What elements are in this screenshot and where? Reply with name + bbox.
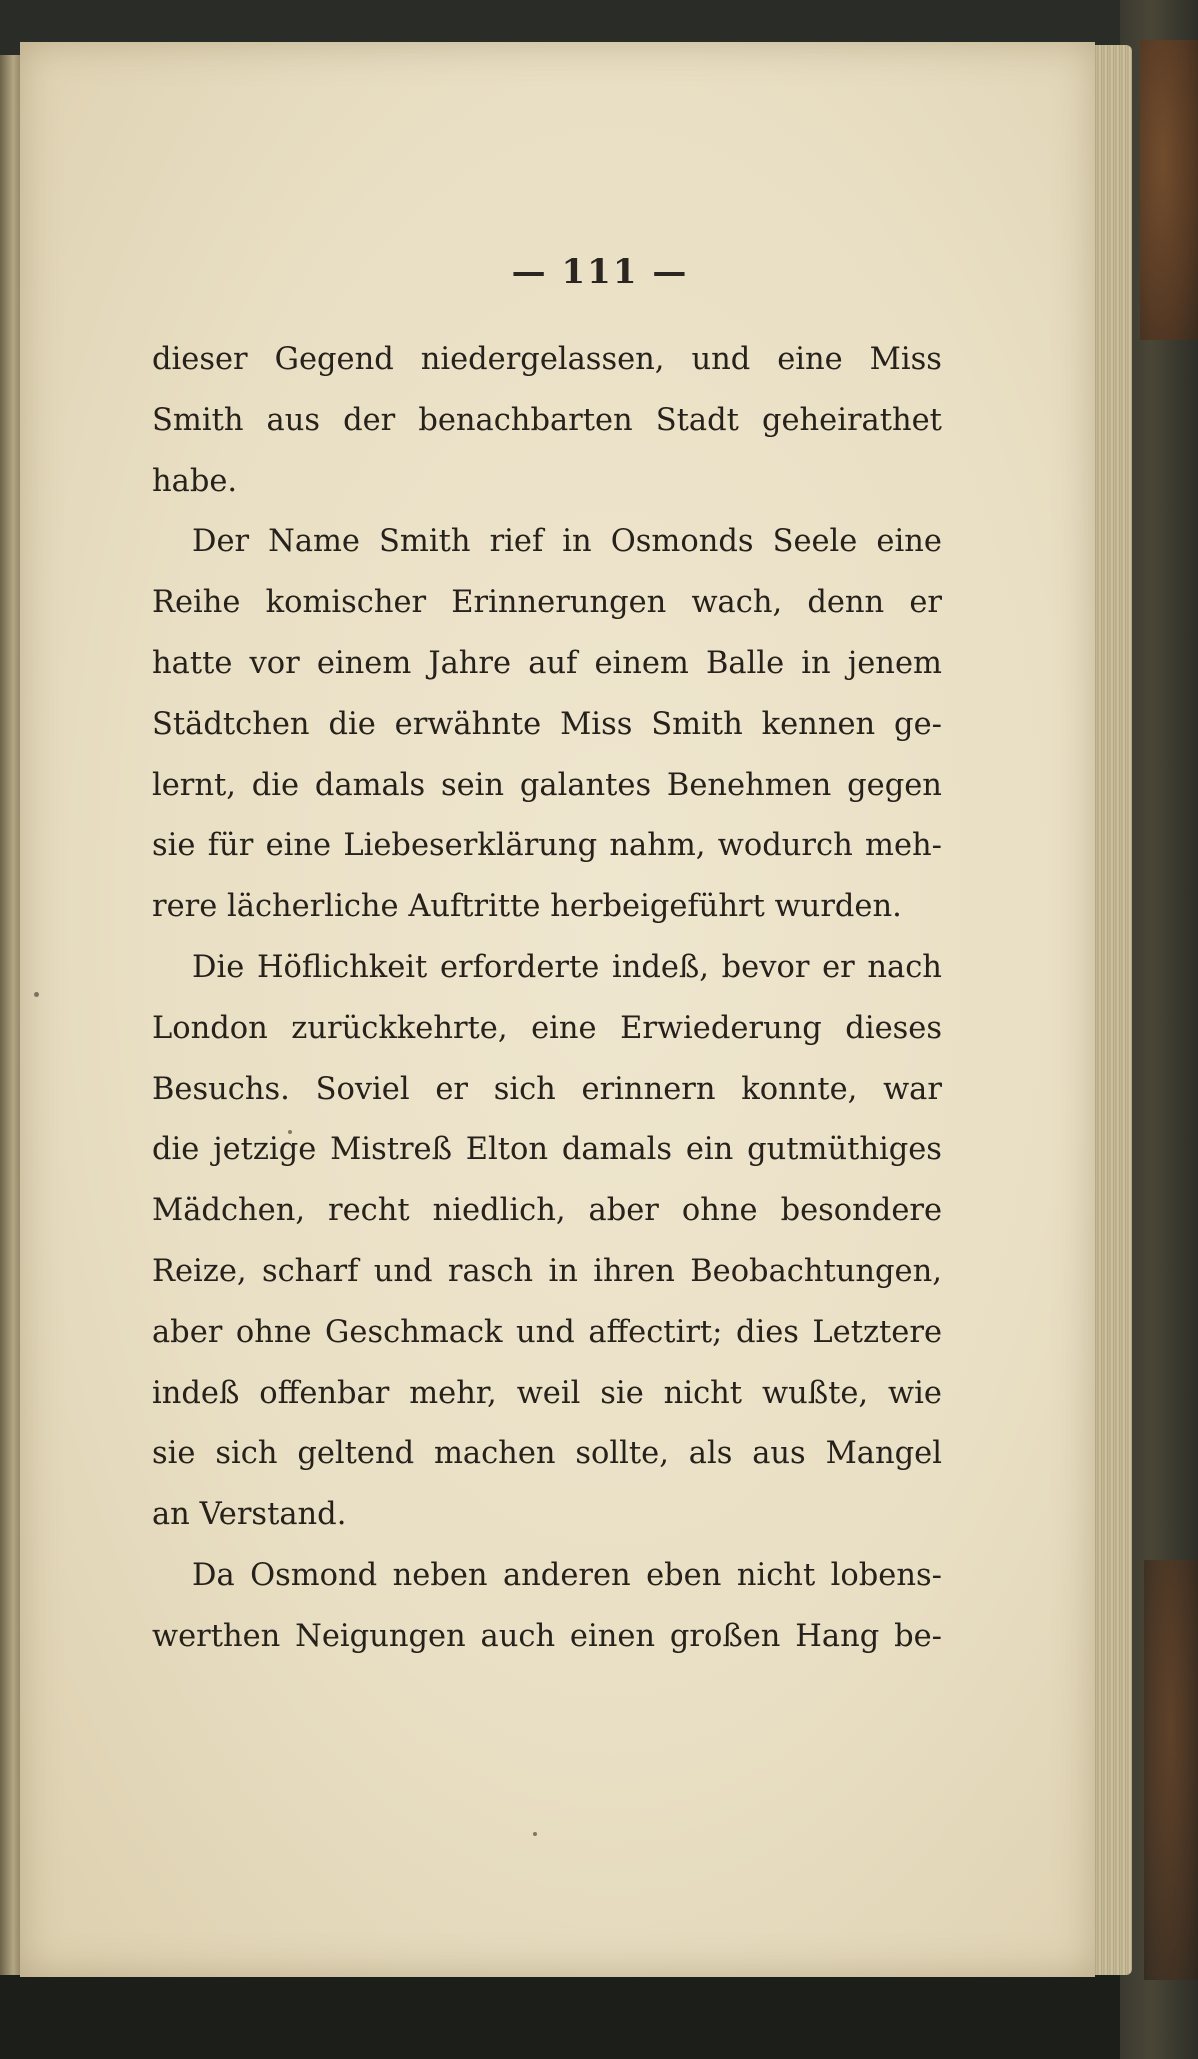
- word: aus: [752, 1436, 806, 1472]
- word: Name: [268, 524, 360, 560]
- word: wodurch: [717, 828, 853, 864]
- word: geheirathet: [761, 402, 942, 438]
- word: nach: [867, 949, 942, 985]
- word: vor: [249, 645, 300, 681]
- word: er: [435, 1071, 468, 1107]
- text-line: [152, 1060, 942, 1121]
- word: für: [207, 828, 254, 864]
- word: eine: [777, 342, 843, 377]
- word: indeß,: [611, 949, 709, 985]
- speck: [533, 1832, 537, 1836]
- word: erwähnte: [394, 706, 542, 742]
- word: eben: [646, 1557, 722, 1593]
- text-line: [152, 1546, 942, 1607]
- word: Osmond: [250, 1557, 378, 1593]
- word: be-: [894, 1618, 942, 1654]
- text-line: [152, 695, 942, 756]
- text-line: [152, 1607, 942, 1668]
- word: sie: [152, 1436, 196, 1472]
- word: wach,: [691, 585, 783, 621]
- word: scharf: [261, 1253, 359, 1289]
- text-line: [152, 1424, 942, 1485]
- word: nahm,: [609, 828, 706, 864]
- word: Jahre: [428, 645, 512, 681]
- word: erforderte: [439, 949, 600, 985]
- text-line: [152, 756, 942, 817]
- word: in: [562, 524, 592, 560]
- word: recht: [328, 1193, 410, 1229]
- text-line: [152, 573, 942, 634]
- word: ohne: [235, 1314, 312, 1350]
- word: benachbarten: [418, 402, 633, 438]
- word: Auftritte: [408, 889, 541, 925]
- word: Beobachtungen,: [690, 1253, 942, 1289]
- word: neben: [392, 1557, 488, 1593]
- word: werthen: [152, 1618, 281, 1654]
- word: Besuchs.: [152, 1071, 290, 1107]
- word: in: [548, 1253, 578, 1289]
- word: Verstand.: [199, 1497, 347, 1533]
- text-line: [152, 1242, 942, 1303]
- word: damals: [561, 1132, 673, 1168]
- word: einem: [594, 645, 689, 681]
- word: rere: [152, 889, 218, 925]
- word: hatte: [152, 645, 233, 681]
- word: offenbar: [259, 1375, 390, 1411]
- word: sollte,: [575, 1436, 669, 1472]
- word: sich: [493, 1071, 556, 1107]
- word: auf: [528, 645, 578, 681]
- word: eine: [876, 524, 942, 560]
- text-line: [152, 816, 942, 877]
- word: Smith: [379, 524, 471, 560]
- word: affectirt;: [588, 1314, 723, 1350]
- word: eine: [265, 828, 332, 864]
- word: ge-: [894, 706, 942, 742]
- word: ihren: [593, 1253, 675, 1289]
- word: Erwiederung: [620, 1010, 822, 1046]
- word: indeß: [152, 1375, 240, 1411]
- word: machen: [434, 1436, 556, 1472]
- text-line: [152, 1485, 942, 1546]
- word: rasch: [447, 1253, 534, 1289]
- word: kennen: [761, 706, 876, 742]
- word: und: [691, 342, 751, 377]
- word: sein: [440, 767, 505, 803]
- word: Elton: [465, 1132, 549, 1168]
- word: ein: [685, 1132, 734, 1168]
- word: lächerliche: [227, 889, 399, 925]
- word: und: [373, 1253, 433, 1289]
- word: Benehmen: [666, 767, 832, 803]
- word: Hang: [795, 1618, 880, 1654]
- word: damals: [314, 767, 426, 803]
- word: anderen: [502, 1557, 631, 1593]
- word: gegen: [847, 767, 942, 803]
- text-line: [152, 512, 942, 573]
- word: zurückkehrte,: [291, 1010, 508, 1046]
- word: eine: [531, 1010, 597, 1046]
- word: war: [883, 1071, 942, 1107]
- word: wie: [888, 1375, 942, 1411]
- word: die: [152, 1132, 200, 1168]
- word: Letztere: [812, 1314, 942, 1350]
- word: Miss: [560, 706, 633, 742]
- word: aber: [152, 1314, 223, 1350]
- word: meh-: [865, 828, 942, 864]
- word: Reize,: [152, 1253, 247, 1289]
- word: Miss: [869, 342, 942, 377]
- word: Reihe: [152, 585, 241, 621]
- leather-patch-bottom: [1144, 1560, 1198, 1980]
- text-line: [152, 1303, 942, 1364]
- word: Osmonds: [610, 524, 754, 560]
- word: jetzige: [213, 1132, 317, 1168]
- text-line: [152, 938, 942, 999]
- speck: [34, 992, 39, 997]
- word: Städtchen: [152, 706, 310, 742]
- word: in: [801, 645, 831, 681]
- word: erinnern: [581, 1071, 716, 1107]
- word: herbeigeführt: [550, 889, 765, 925]
- word: wurden.: [774, 889, 902, 925]
- word: auch: [480, 1618, 556, 1654]
- word: Mädchen,: [152, 1193, 306, 1229]
- word: niedergelassen,: [420, 342, 665, 377]
- word: denn: [807, 585, 885, 621]
- leather-patch-top: [1140, 40, 1198, 340]
- word: aus: [266, 402, 321, 438]
- word: besondere: [780, 1193, 942, 1229]
- word: gutmüthiges: [747, 1132, 942, 1168]
- word: dieser: [152, 342, 248, 377]
- word: rief: [489, 524, 544, 560]
- word: einem: [316, 645, 412, 681]
- word: Höflichkeit: [256, 949, 428, 985]
- word: weil: [516, 1375, 581, 1411]
- word: Neigungen: [295, 1618, 466, 1654]
- word: jenem: [847, 645, 942, 681]
- word: und: [516, 1314, 575, 1350]
- word: habe.: [152, 463, 238, 499]
- word: lobens-: [830, 1557, 942, 1593]
- word: er: [909, 585, 942, 621]
- word: galantes: [519, 767, 652, 803]
- text-line: [152, 1364, 942, 1425]
- word: ohne: [681, 1193, 758, 1229]
- word: Der: [192, 524, 250, 560]
- text-line: [152, 877, 942, 938]
- word: Liebeserklärung: [343, 828, 598, 864]
- word: Stadt: [655, 402, 739, 438]
- word: Smith: [152, 402, 244, 438]
- page-text: [152, 330, 942, 1668]
- word: aber: [588, 1193, 659, 1229]
- word: lernt,: [152, 767, 236, 803]
- text-line: [152, 1181, 942, 1242]
- word: konnte,: [741, 1071, 858, 1107]
- word: Soviel: [315, 1071, 410, 1107]
- word: Mangel: [825, 1436, 942, 1472]
- word: dieses: [845, 1010, 942, 1046]
- text-line: [152, 330, 942, 391]
- text-line: [152, 1120, 942, 1181]
- text-line: [152, 634, 942, 695]
- word: geltend: [297, 1436, 415, 1472]
- word: Balle: [705, 645, 785, 681]
- text-line: [152, 391, 942, 452]
- word: nicht: [663, 1375, 743, 1411]
- word: die: [251, 767, 300, 803]
- word: einen: [569, 1618, 656, 1654]
- facing-page-edge: [0, 55, 22, 1975]
- page-edges: [1090, 45, 1132, 1975]
- word: Gegend: [274, 342, 394, 377]
- word: nicht: [736, 1557, 816, 1593]
- text-line: [152, 452, 942, 513]
- word: die: [328, 706, 376, 742]
- word: Erinnerungen: [451, 585, 667, 621]
- text-line: [152, 999, 942, 1060]
- word: Die: [192, 949, 245, 985]
- word: Geschmack: [325, 1314, 503, 1350]
- word: der: [343, 402, 396, 438]
- word: er: [822, 949, 855, 985]
- page-number: — 111 —: [511, 252, 689, 292]
- word: großen: [669, 1618, 781, 1654]
- word: Smith: [651, 706, 743, 742]
- word: sie: [600, 1375, 644, 1411]
- word: mehr,: [409, 1375, 497, 1411]
- word: als: [688, 1436, 733, 1472]
- word: sie: [152, 828, 196, 864]
- word: bevor: [721, 949, 810, 985]
- word: wußte,: [761, 1375, 869, 1411]
- word: Mistreß: [330, 1132, 452, 1168]
- word: dies: [735, 1314, 799, 1350]
- word: niedlich,: [432, 1193, 566, 1229]
- word: Da: [192, 1557, 235, 1593]
- word: Seele: [772, 524, 858, 560]
- word: sich: [215, 1436, 278, 1472]
- word: komischer: [265, 585, 427, 621]
- word: London: [152, 1010, 268, 1046]
- word: an: [152, 1497, 190, 1533]
